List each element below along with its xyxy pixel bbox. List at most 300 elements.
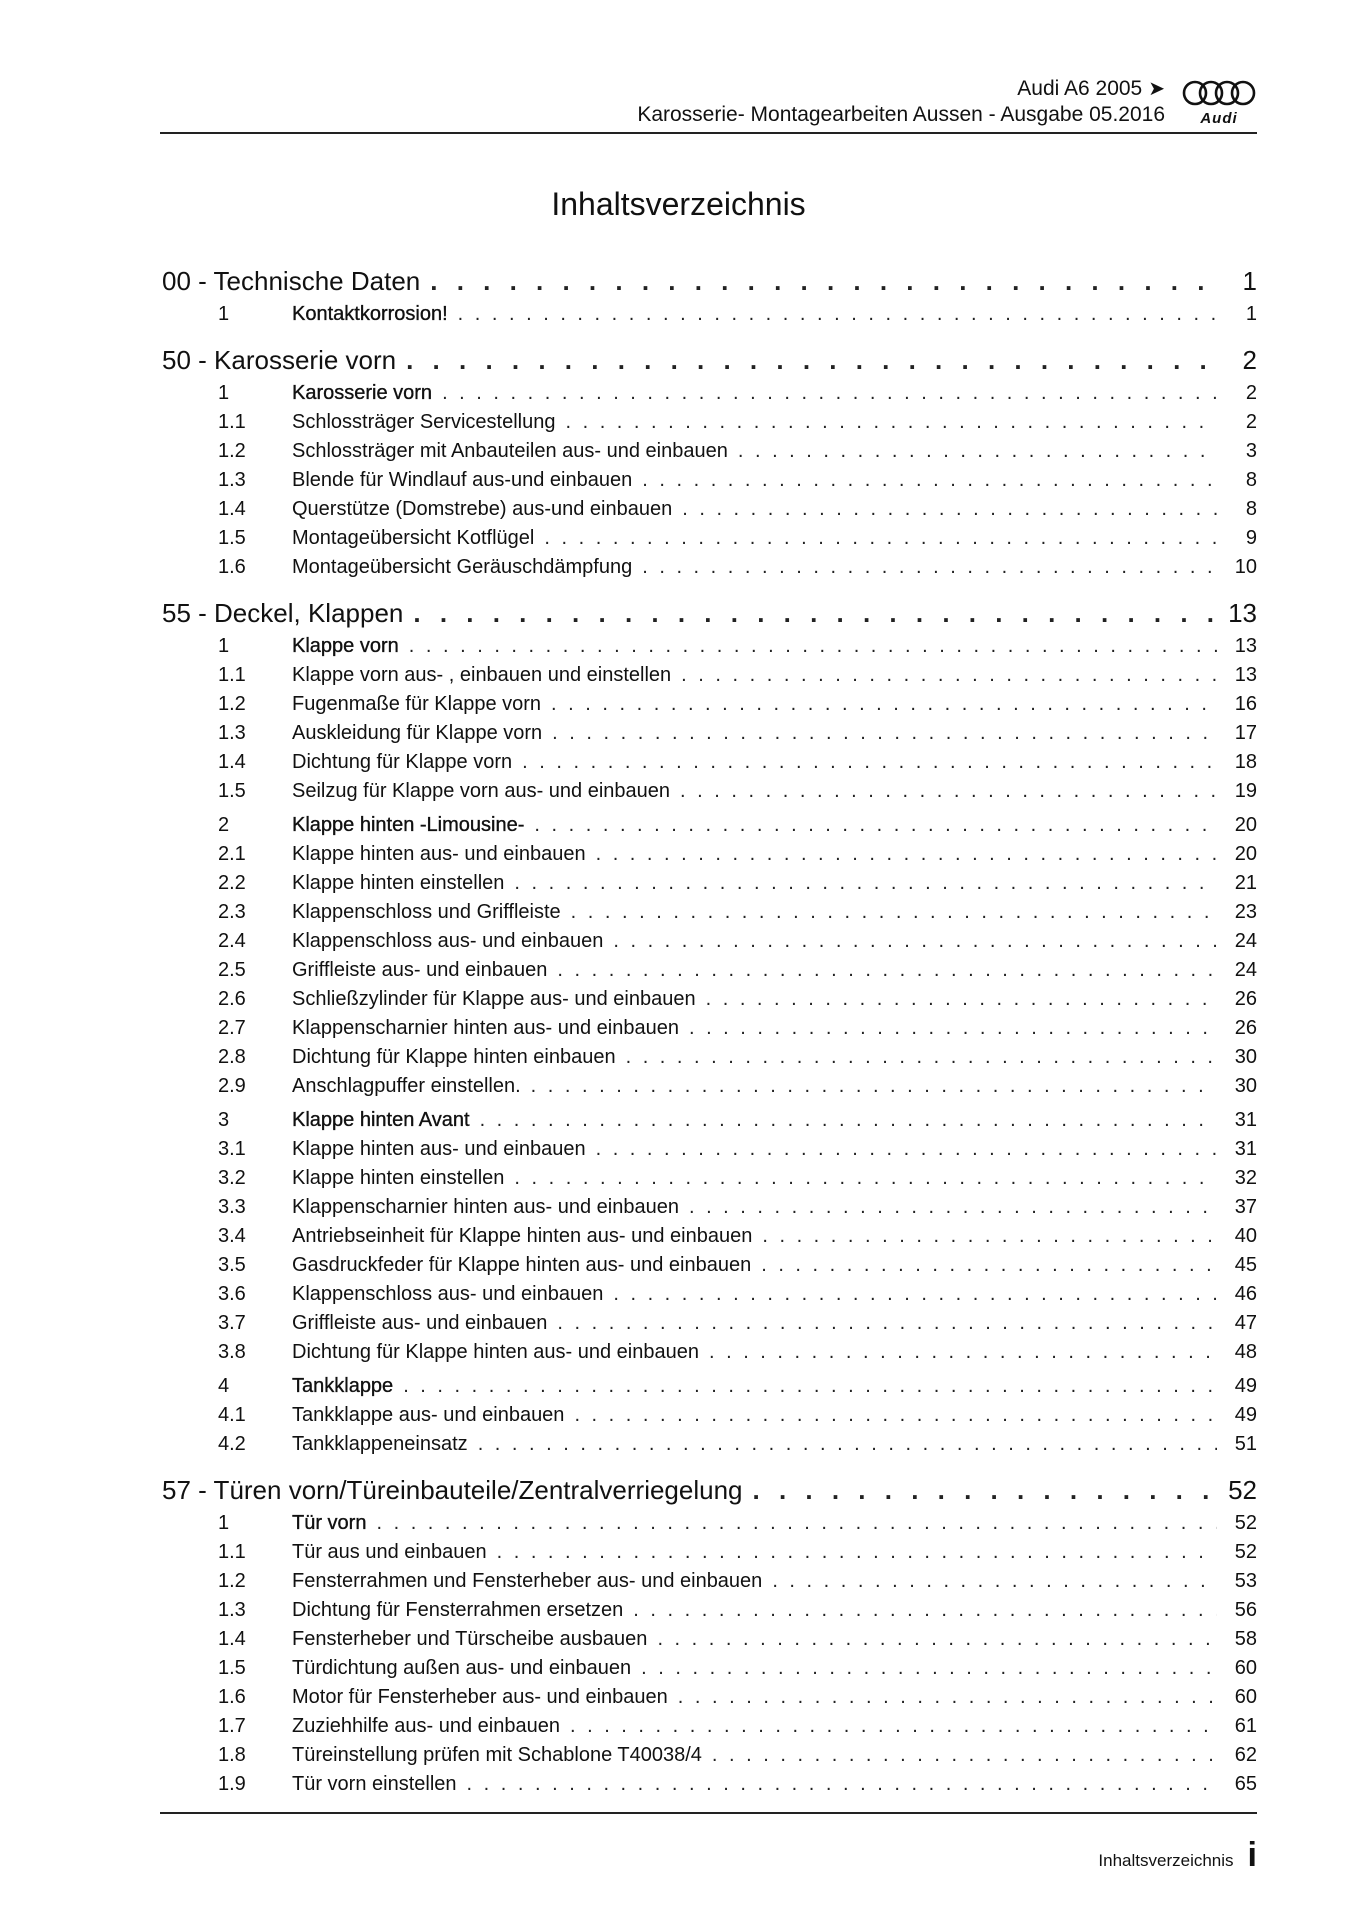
chapter-spacer (162, 582, 1257, 594)
toc-entry-number: 2.7 (218, 1017, 246, 1039)
toc-sub-entry[interactable] (162, 840, 1257, 869)
dot-leader (534, 811, 1217, 840)
dot-leader (681, 661, 1217, 690)
toc-section-entry[interactable] (162, 1372, 1257, 1401)
toc-entry-number: 3.4 (218, 1225, 246, 1247)
header-model: Audi A6 2005 (1017, 77, 1143, 100)
toc-entry-title: Dichtung für Fensterrahmen ersetzen (292, 1599, 624, 1621)
toc-entry-number: 1.9 (218, 1773, 246, 1795)
toc-entry-number: 3.2 (218, 1167, 246, 1189)
toc-entry-number: 1 (218, 382, 230, 404)
toc-entry-number: 1.1 (218, 411, 246, 433)
toc-entry-label (162, 1401, 564, 1430)
toc-chapter-title: 55 - Deckel, Klappen (162, 598, 404, 628)
toc-entry-title: Anschlagpuffer einstellen. (292, 1075, 521, 1097)
toc-page-number: 40 (1234, 1225, 1257, 1247)
toc-section-entry[interactable] (162, 1106, 1257, 1135)
toc-entry-label (162, 1106, 470, 1135)
toc-entry-number: 1.8 (218, 1744, 246, 1766)
toc-page-number: 2 (1245, 382, 1257, 404)
toc-entry-label (162, 1567, 762, 1596)
toc-entry-title: Klappe hinten einstellen (292, 872, 505, 894)
toc-entry-label (162, 1430, 468, 1459)
toc-page-number: 20 (1234, 814, 1257, 836)
dot-leader (706, 985, 1217, 1014)
toc-entry-number: 4.1 (218, 1404, 246, 1426)
toc-sub-entry[interactable] (162, 956, 1257, 985)
toc-entry-number: 3.7 (218, 1312, 246, 1334)
toc-entry-title: Fensterrahmen und Fensterheber aus- und einbauen (292, 1570, 763, 1592)
toc-entry-title: Klappenschloss aus- und einbauen (292, 930, 604, 952)
dot-leader (467, 1770, 1217, 1799)
toc-entry-title: Dichtung für Klappe vorn (292, 751, 513, 773)
chapter-spacer (162, 329, 1257, 341)
toc-entry-title: Tankklappe aus- und einbauen (292, 1404, 565, 1426)
toc-sub-entry[interactable] (162, 1309, 1257, 1338)
toc-entry-title: Türeinstellung prüfen mit Schablone T40038/4 (292, 1744, 702, 1766)
toc-entry-number: 1.3 (218, 722, 246, 744)
toc-entry-label (162, 840, 586, 869)
footer-divider (160, 1812, 1257, 1814)
toc-entry-title: Blende für Windlauf aus-und einbauen (292, 469, 633, 491)
toc-page-number: 24 (1234, 959, 1257, 981)
toc-page-number: 61 (1234, 1715, 1257, 1737)
toc-entry-label (162, 985, 696, 1014)
toc-page-number: 53 (1234, 1570, 1257, 1592)
toc-section-entry[interactable] (162, 1509, 1257, 1538)
toc-page-number: 26 (1234, 1017, 1257, 1039)
toc-sub-entry[interactable] (162, 1596, 1257, 1625)
header-text (637, 76, 1165, 128)
toc-entry-title: Gasdruckfeder für Klappe hinten aus- und einbauen (292, 1254, 752, 1276)
footer-label: Inhaltsverzeichnis (1098, 1851, 1234, 1870)
toc-entry-title: Klappe hinten aus- und einbauen (292, 1138, 586, 1160)
toc-entry-title: Klappe hinten einstellen (292, 1167, 505, 1189)
toc-page-number: 60 (1234, 1657, 1257, 1679)
toc-sub-entry[interactable] (162, 408, 1257, 437)
toc-sub-entry[interactable] (162, 1654, 1257, 1683)
toc-entry-title: Klappenscharnier hinten aus- und einbauen (292, 1196, 679, 1218)
toc-entry-title: Griffleiste aus- und einbauen (292, 1312, 548, 1334)
table-of-contents (162, 262, 1257, 1799)
toc-entry-label (162, 1164, 504, 1193)
toc-entry-number: 1.6 (218, 556, 246, 578)
toc-entry-title: Tür vorn einstellen (292, 1773, 457, 1795)
toc-entry-label (162, 777, 670, 806)
toc-entry-title: Klappe hinten Avant (292, 1109, 470, 1131)
toc-sub-entry[interactable] (162, 690, 1257, 719)
toc-sub-entry[interactable] (162, 1222, 1257, 1251)
dot-leader (376, 1509, 1217, 1538)
toc-sub-entry[interactable] (162, 1251, 1257, 1280)
dot-leader (596, 1135, 1217, 1164)
toc-entry-label (162, 1712, 560, 1741)
dot-leader (557, 1309, 1217, 1338)
dot-leader (642, 466, 1217, 495)
toc-entry-label (162, 811, 524, 840)
toc-sub-entry[interactable] (162, 1567, 1257, 1596)
toc-entry-number: 2 (218, 814, 230, 836)
page-header (160, 76, 1257, 132)
dot-leader (738, 437, 1217, 466)
dot-leader (574, 1401, 1217, 1430)
toc-entry-title: Querstütze (Domstrebe) aus-und einbauen (292, 498, 673, 520)
toc-sub-entry[interactable] (162, 1135, 1257, 1164)
toc-entry-number: 1.6 (218, 1686, 246, 1708)
toc-sub-entry[interactable] (162, 553, 1257, 582)
toc-entry-title: Klappenschloss und Griffleiste (292, 901, 561, 923)
toc-entry-title: Schlossträger Servicestellung (292, 411, 556, 433)
toc-entry-label (162, 1222, 752, 1251)
dot-leader (403, 1372, 1217, 1401)
dot-leader (712, 1741, 1217, 1770)
toc-entry-title: Klappe vorn aus- , einbauen und einstellen (292, 664, 672, 686)
toc-entry-title: Schlossträger mit Anbauteilen aus- und einbauen (292, 440, 728, 462)
toc-entry-label (162, 1193, 679, 1222)
toc-page-number: 2 (1242, 345, 1257, 375)
toc-sub-entry[interactable] (162, 1430, 1257, 1459)
toc-page-number: 51 (1234, 1433, 1257, 1455)
dot-leader (678, 1683, 1217, 1712)
dot-leader (613, 1280, 1217, 1309)
toc-entry-label (162, 1741, 702, 1770)
toc-entry-label (162, 1135, 586, 1164)
toc-entry-title: Klappenscharnier hinten aus- und einbauen (292, 1017, 679, 1039)
toc-sub-entry[interactable] (162, 1193, 1257, 1222)
dot-leader (689, 1014, 1217, 1043)
toc-entry-title: Dichtung für Klappe hinten aus- und einbauen (292, 1341, 699, 1363)
dot-leader (514, 1164, 1217, 1193)
toc-entry-label (162, 690, 541, 719)
toc-entry-number: 1.3 (218, 469, 246, 491)
toc-page-number: 1 (1242, 266, 1257, 296)
toc-sub-entry[interactable] (162, 1683, 1257, 1712)
toc-entry-title: Tür aus und einbauen (292, 1541, 487, 1563)
toc-entry-title: Klappenschloss aus- und einbauen (292, 1283, 604, 1305)
dot-leader (761, 1251, 1217, 1280)
toc-chapter-title: 57 - Türen vorn/Türeinbauteile/Zentralverriegelung (162, 1475, 743, 1505)
dot-leader (557, 956, 1217, 985)
toc-entry-number: 2.8 (218, 1046, 246, 1068)
toc-page-number: 31 (1234, 1109, 1257, 1131)
toc-sub-entry[interactable] (162, 495, 1257, 524)
toc-page-number: 9 (1245, 527, 1257, 549)
toc-entry-label (162, 869, 504, 898)
toc-entry-number: 2.6 (218, 988, 246, 1010)
dot-leader (442, 379, 1217, 408)
dot-leader (522, 748, 1217, 777)
toc-entry-label (162, 408, 555, 437)
toc-entry-number: 3.1 (218, 1138, 246, 1160)
toc-entry-number: 1.4 (218, 1628, 246, 1650)
dot-leader (641, 1654, 1217, 1683)
toc-entry-label (162, 1014, 679, 1043)
toc-chapter-entry[interactable] (162, 594, 1257, 632)
toc-entry-title: Montageübersicht Kotflügel (292, 527, 535, 549)
toc-chapter-entry[interactable] (162, 262, 1257, 300)
toc-entry-title: Tankklappe (292, 1375, 394, 1397)
dot-leader (571, 898, 1217, 927)
toc-entry-number: 2.9 (218, 1075, 246, 1097)
toc-sub-entry[interactable] (162, 466, 1257, 495)
toc-entry-title: Kontaktkorrosion! (292, 303, 448, 325)
toc-entry-title: Griffleiste aus- und einbauen (292, 959, 548, 981)
toc-sub-entry[interactable] (162, 437, 1257, 466)
toc-entry-number: 3.8 (218, 1341, 246, 1363)
dot-leader (497, 1538, 1217, 1567)
dot-leader (596, 840, 1217, 869)
toc-sub-entry[interactable] (162, 1770, 1257, 1799)
toc-entry-number: 1.5 (218, 527, 246, 549)
toc-page-number: 10 (1234, 556, 1257, 578)
toc-entry-label (162, 632, 399, 661)
toc-entry-label (162, 1654, 631, 1683)
page-footer (1098, 1836, 1257, 1875)
toc-entry-number: 4.2 (218, 1433, 246, 1455)
toc-entry-title: Klappe hinten aus- und einbauen (292, 843, 586, 865)
toc-page-number: 26 (1234, 988, 1257, 1010)
toc-entry-label (162, 1625, 647, 1654)
toc-entry-number: 2.4 (218, 930, 246, 952)
toc-entry-title: Montageübersicht Geräuschdämpfung (292, 556, 633, 578)
toc-sub-entry[interactable] (162, 1043, 1257, 1072)
dot-leader (544, 524, 1217, 553)
toc-entry-number: 1.5 (218, 1657, 246, 1679)
header-divider (160, 132, 1257, 134)
toc-sub-entry[interactable] (162, 1538, 1257, 1567)
dot-leader (772, 1567, 1217, 1596)
toc-chapter-title: 50 - Karosserie vorn (162, 345, 397, 375)
dot-leader (430, 262, 1217, 300)
dot-leader (406, 341, 1217, 379)
toc-entry-label (162, 1280, 603, 1309)
dot-leader (552, 719, 1217, 748)
toc-page-number: 45 (1234, 1254, 1257, 1276)
toc-page-number: 21 (1234, 872, 1257, 894)
header-title (637, 76, 1165, 102)
toc-entry-number: 1 (218, 635, 230, 657)
toc-page-number: 65 (1234, 1773, 1257, 1795)
toc-sub-entry[interactable] (162, 869, 1257, 898)
dot-leader (626, 1043, 1217, 1072)
toc-entry-label (162, 956, 547, 985)
toc-sub-entry[interactable] (162, 1338, 1257, 1367)
toc-sub-entry[interactable] (162, 927, 1257, 956)
toc-page-number: 24 (1234, 930, 1257, 952)
dot-leader (762, 1222, 1217, 1251)
dot-leader (642, 553, 1217, 582)
dot-leader (478, 1430, 1217, 1459)
toc-sub-entry[interactable] (162, 661, 1257, 690)
toc-chapter-entry[interactable] (162, 341, 1257, 379)
audi-rings-icon (1181, 78, 1257, 108)
toc-page-number: 3 (1245, 440, 1257, 462)
toc-page-number: 8 (1245, 498, 1257, 520)
audi-wordmark: Audi (1200, 110, 1238, 127)
toc-page-number: 17 (1234, 722, 1257, 744)
toc-page-number: 13 (1228, 598, 1257, 628)
dot-leader (570, 1712, 1217, 1741)
toc-entry-label (162, 379, 432, 408)
toc-page-number: 18 (1234, 751, 1257, 773)
toc-entry-title: Seilzug für Klappe vorn aus- und einbauen (292, 780, 671, 802)
toc-entry-number: 1.1 (218, 1541, 246, 1563)
toc-section-entry[interactable] (162, 632, 1257, 661)
toc-sub-entry[interactable] (162, 777, 1257, 806)
dot-leader (680, 777, 1217, 806)
dot-leader (458, 300, 1217, 329)
dot-leader (531, 1072, 1217, 1101)
dot-leader (480, 1106, 1217, 1135)
toc-entry-title: Tür vorn (292, 1512, 367, 1534)
toc-sub-entry[interactable] (162, 719, 1257, 748)
toc-entry-label (162, 719, 542, 748)
toc-entry-number: 1.5 (218, 780, 246, 802)
toc-entry-title: Motor für Fensterheber aus- und einbauen (292, 1686, 668, 1708)
toc-entry-number: 1.2 (218, 1570, 246, 1592)
toc-entry-title: Fugenmaße für Klappe vorn (292, 693, 542, 715)
toc-page-number: 49 (1234, 1404, 1257, 1426)
toc-entry-label (162, 1538, 487, 1567)
toc-entry-label (162, 1072, 521, 1101)
toc-entry-number: 3.3 (218, 1196, 246, 1218)
toc-page-number: 52 (1234, 1512, 1257, 1534)
toc-page-number: 47 (1234, 1312, 1257, 1334)
toc-entry-number: 3.5 (218, 1254, 246, 1276)
toc-entry-number: 1.4 (218, 498, 246, 520)
toc-sub-entry[interactable] (162, 1072, 1257, 1101)
toc-entry-number: 1.4 (218, 751, 246, 773)
toc-entry-number: 1.2 (218, 440, 246, 462)
document-title: Inhaltsverzeichnis (551, 186, 806, 222)
toc-page-number: 20 (1234, 843, 1257, 865)
dot-leader (657, 1625, 1217, 1654)
toc-entry-label (162, 524, 534, 553)
footer-page-number: i (1247, 1836, 1257, 1874)
toc-page-number: 16 (1234, 693, 1257, 715)
toc-page-number: 8 (1245, 469, 1257, 491)
dot-leader (753, 1471, 1217, 1509)
toc-sub-entry[interactable] (162, 524, 1257, 553)
chapter-spacer (162, 1459, 1257, 1471)
toc-page-number: 2 (1245, 411, 1257, 433)
toc-page-number: 62 (1234, 1744, 1257, 1766)
toc-entry-number: 1.2 (218, 693, 246, 715)
toc-entry-label (162, 748, 512, 777)
toc-entry-title: Türdichtung außen aus- und einbauen (292, 1657, 632, 1679)
toc-page-number: 13 (1234, 664, 1257, 686)
toc-entry-number: 1 (218, 1512, 230, 1534)
toc-sub-entry[interactable] (162, 898, 1257, 927)
toc-sub-entry[interactable] (162, 985, 1257, 1014)
toc-page-number: 60 (1234, 1686, 1257, 1708)
toc-entry-label (162, 1338, 699, 1367)
toc-entry-title: Dichtung für Klappe hinten einbauen (292, 1046, 616, 1068)
toc-sub-entry[interactable] (162, 1280, 1257, 1309)
toc-entry-number: 1 (218, 303, 230, 325)
toc-entry-label (162, 1596, 623, 1625)
toc-page-number: 37 (1234, 1196, 1257, 1218)
toc-page-number: 30 (1234, 1075, 1257, 1097)
toc-entry-number: 4 (218, 1375, 230, 1397)
toc-entry-label (162, 1770, 457, 1799)
dot-leader (613, 927, 1217, 956)
toc-entry-number: 2.5 (218, 959, 246, 981)
toc-sub-entry[interactable] (162, 1625, 1257, 1654)
toc-entry-number: 2.3 (218, 901, 246, 923)
toc-entry-title: Antriebseinheit für Klappe hinten aus- und einbauen (292, 1225, 753, 1247)
dot-leader (514, 869, 1217, 898)
toc-entry-number: 3.6 (218, 1283, 246, 1305)
toc-entry-label (162, 495, 672, 524)
toc-entry-label (162, 661, 671, 690)
toc-entry-label (162, 1309, 547, 1338)
dot-leader (409, 632, 1217, 661)
toc-entry-number: 2.1 (218, 843, 246, 865)
toc-chapter-entry[interactable] (162, 1471, 1257, 1509)
toc-entry-title: Zuziehhilfe aus- und einbauen (292, 1715, 560, 1737)
toc-page-number: 58 (1234, 1628, 1257, 1650)
dot-leader (565, 408, 1217, 437)
toc-entry-label (162, 466, 632, 495)
toc-entry-label (162, 1683, 668, 1712)
toc-entry-title: Fensterheber und Türscheibe ausbauen (292, 1628, 648, 1650)
toc-page-number: 19 (1234, 780, 1257, 802)
dot-leader (413, 594, 1217, 632)
toc-page-number: 48 (1234, 1341, 1257, 1363)
toc-page-number: 23 (1234, 901, 1257, 923)
toc-sub-entry[interactable] (162, 748, 1257, 777)
toc-page-number: 32 (1234, 1167, 1257, 1189)
dot-leader (551, 690, 1217, 719)
toc-sub-entry[interactable] (162, 1014, 1257, 1043)
toc-entry-number: 1.1 (218, 664, 246, 686)
toc-page-number: 13 (1234, 635, 1257, 657)
dot-leader (682, 495, 1217, 524)
toc-entry-number: 2.2 (218, 872, 246, 894)
audi-logo (1181, 78, 1257, 128)
toc-section-entry[interactable] (162, 811, 1257, 840)
toc-page-number: 49 (1234, 1375, 1257, 1397)
toc-entry-title: Schließzylinder für Klappe aus- und einbauen (292, 988, 696, 1010)
toc-entry-number: 1.7 (218, 1715, 246, 1737)
toc-entry-number: 3 (218, 1109, 230, 1131)
toc-section-entry[interactable] (162, 379, 1257, 408)
dot-leader (709, 1338, 1217, 1367)
toc-entry-label (162, 437, 728, 466)
toc-entry-title: Klappe hinten -Limousine- (292, 814, 525, 836)
toc-page-number: 1 (1245, 303, 1257, 325)
toc-entry-title: Tankklappeneinsatz (292, 1433, 468, 1455)
toc-entry-title: Karosserie vorn (292, 382, 433, 404)
toc-sub-entry[interactable] (162, 1401, 1257, 1430)
toc-page-number: 56 (1234, 1599, 1257, 1621)
toc-entry-label (162, 1251, 751, 1280)
toc-section-entry[interactable] (162, 300, 1257, 329)
toc-entry-label (162, 553, 632, 582)
toc-entry-label (162, 898, 561, 927)
toc-page-number: 52 (1234, 1541, 1257, 1563)
header-subtitle: Karosserie- Montagearbeiten Aussen - Ausgabe 05.2016 (637, 103, 1165, 126)
toc-page-number: 52 (1228, 1475, 1257, 1505)
toc-page-number: 46 (1234, 1283, 1257, 1305)
toc-sub-entry[interactable] (162, 1712, 1257, 1741)
toc-chapter-title: 00 - Technische Daten (162, 266, 421, 296)
toc-sub-entry[interactable] (162, 1164, 1257, 1193)
toc-sub-entry[interactable] (162, 1741, 1257, 1770)
toc-entry-title: Auskleidung für Klappe vorn (292, 722, 543, 744)
toc-entry-number: 1.3 (218, 1599, 246, 1621)
